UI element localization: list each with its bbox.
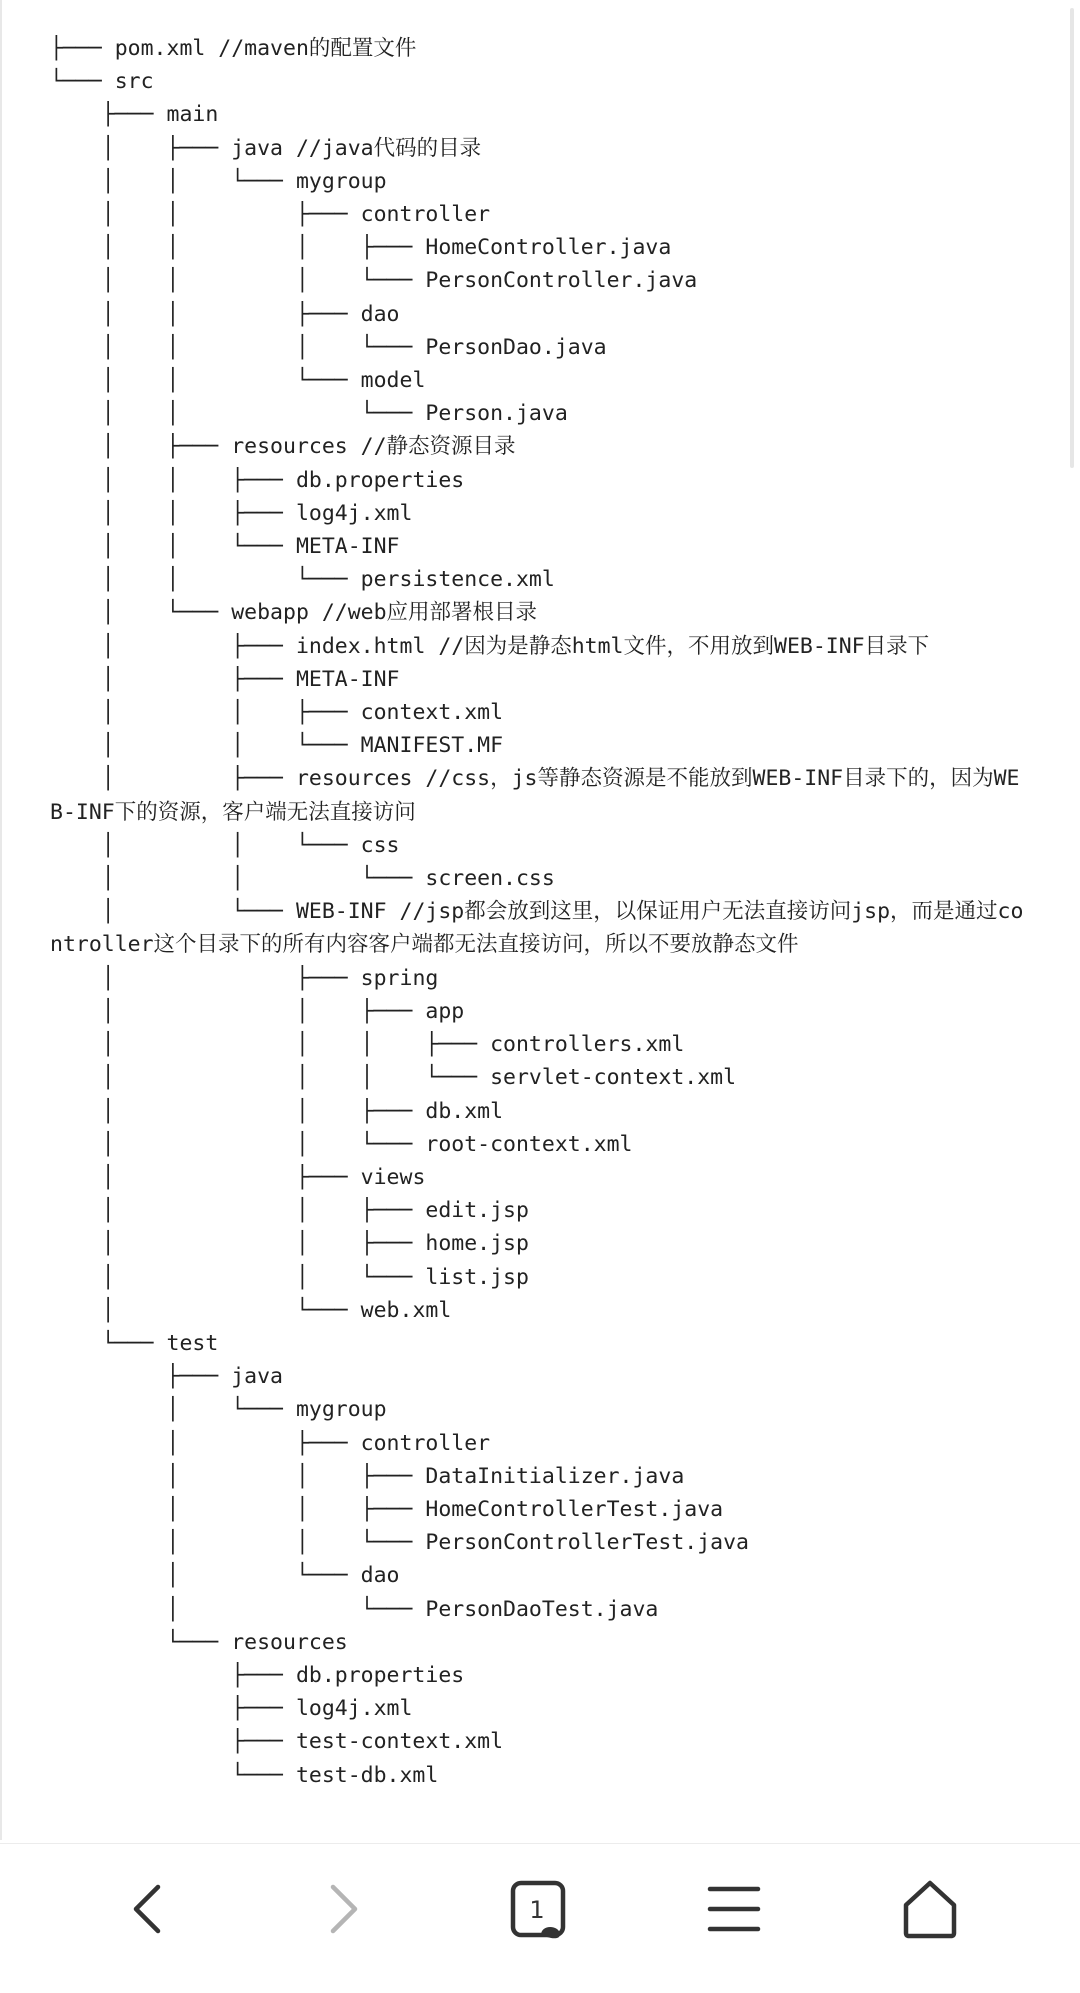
tree-line: │ │ └─── persistence.xml <box>50 567 555 593</box>
tree-line: │ │ ├─── context.xml <box>50 700 504 726</box>
chevron-left-icon <box>118 1879 178 1939</box>
tree-line: └─── resources <box>50 1629 348 1655</box>
directory-tree <box>50 32 1030 1792</box>
bottom-navigation-bar <box>0 1843 1080 1993</box>
tree-line: │ │ ├─── db.xml <box>50 1098 504 1124</box>
chevron-right-icon <box>313 1879 373 1939</box>
tree-line: │ ├─── resources //css，js等静态资源是不能放到WEB-INF目录下的，因为WEB-INF下的资源，客户端无法直接访问 <box>50 766 1020 825</box>
tree-line: │ │ ├─── edit.jsp <box>50 1198 529 1224</box>
tree-line: │ │ └─── model <box>50 368 426 394</box>
tree-line: ├─── main <box>50 102 219 128</box>
tree-line: │ │ └─── Person.java <box>50 401 568 427</box>
forward-button[interactable] <box>283 1844 403 1974</box>
tree-line: ├─── log4j.xml <box>50 1696 413 1722</box>
tree-line: │ ├─── views <box>50 1164 426 1190</box>
tree-line: ├─── db.properties <box>50 1662 465 1688</box>
tree-line: │ ├─── spring <box>50 965 439 991</box>
tree-line: │ └─── web.xml <box>50 1297 452 1323</box>
tree-line: │ │ │ └─── PersonDao.java <box>50 334 607 360</box>
tree-line: └─── src <box>50 69 154 95</box>
tree-line: │ │ ├─── home.jsp <box>50 1231 529 1257</box>
tree-line: │ │ ├─── dao <box>50 301 400 327</box>
tree-line: │ │ ├─── db.properties <box>50 467 465 493</box>
tree-line: ├─── test-context.xml <box>50 1729 504 1755</box>
tree-line: │ ├─── java //java代码的目录 <box>50 135 482 161</box>
tree-line: │ │ └─── mygroup <box>50 168 387 194</box>
tree-line: │ │ ├─── DataInitializer.java <box>50 1463 685 1489</box>
back-button[interactable] <box>88 1844 208 1974</box>
tab-count: 1 <box>529 1896 545 1924</box>
tree-line: │ │ ├─── app <box>50 998 465 1024</box>
tree-line: ├─── java <box>50 1364 283 1390</box>
tabs-icon <box>507 1877 571 1941</box>
tree-line: │ └─── PersonDaoTest.java <box>50 1596 659 1622</box>
tree-line: │ │ ├─── HomeControllerTest.java <box>50 1496 724 1522</box>
tree-line: │ ├─── resources //静态资源目录 <box>50 434 516 460</box>
tree-line: │ │ └─── css <box>50 832 400 858</box>
tree-line: │ ├─── META-INF <box>50 666 400 692</box>
tree-line: └─── test <box>50 1330 219 1356</box>
tree-line: │ └─── mygroup <box>50 1397 387 1423</box>
tree-line: │ │ ├─── log4j.xml <box>50 500 413 526</box>
home-icon <box>898 1877 962 1941</box>
tree-line: │ └─── webapp //web应用部署根目录 <box>50 600 538 626</box>
tree-line: │ │ └─── root-context.xml <box>50 1131 633 1157</box>
tree-line: │ ├─── controller <box>50 1430 491 1456</box>
tree-line: │ │ └─── screen.css <box>50 866 555 892</box>
scrollbar[interactable] <box>1070 8 1074 468</box>
tree-line: │ │ ├─── controller <box>50 202 491 228</box>
tree-line: │ │ │ └─── PersonController.java <box>50 268 698 294</box>
tree-line: │ │ └─── list.jsp <box>50 1264 529 1290</box>
tree-line: │ ├─── index.html //因为是静态html文件，不用放到WEB-INF目录下 <box>50 633 930 659</box>
home-button[interactable] <box>870 1844 990 1974</box>
tree-line: │ └─── dao <box>50 1563 400 1589</box>
tree-line: ├─── pom.xml //maven的配置文件 <box>50 36 417 61</box>
tree-line: │ └─── WEB-INF //jsp都会放到这里，以保证用户无法直接访问jsp，而是通过controller这个目录下的所有内容客户端都无法直接访问，所以不要放静态文件 <box>50 899 1024 958</box>
tabs-button[interactable] <box>479 1844 599 1974</box>
tree-line: │ │ └─── MANIFEST.MF <box>50 733 504 759</box>
tree-line: │ │ │ ├─── HomeController.java <box>50 235 672 261</box>
tree-line: │ │ └─── PersonControllerTest.java <box>50 1530 749 1556</box>
menu-button[interactable] <box>674 1844 794 1974</box>
tree-line: │ │ │ ├─── controllers.xml <box>50 1032 685 1058</box>
tree-line: │ │ │ └─── servlet-context.xml <box>50 1065 737 1091</box>
hamburger-menu-icon <box>704 1879 764 1939</box>
tree-line: │ │ └─── META-INF <box>50 534 400 560</box>
tree-line: └─── test-db.xml <box>50 1762 439 1788</box>
